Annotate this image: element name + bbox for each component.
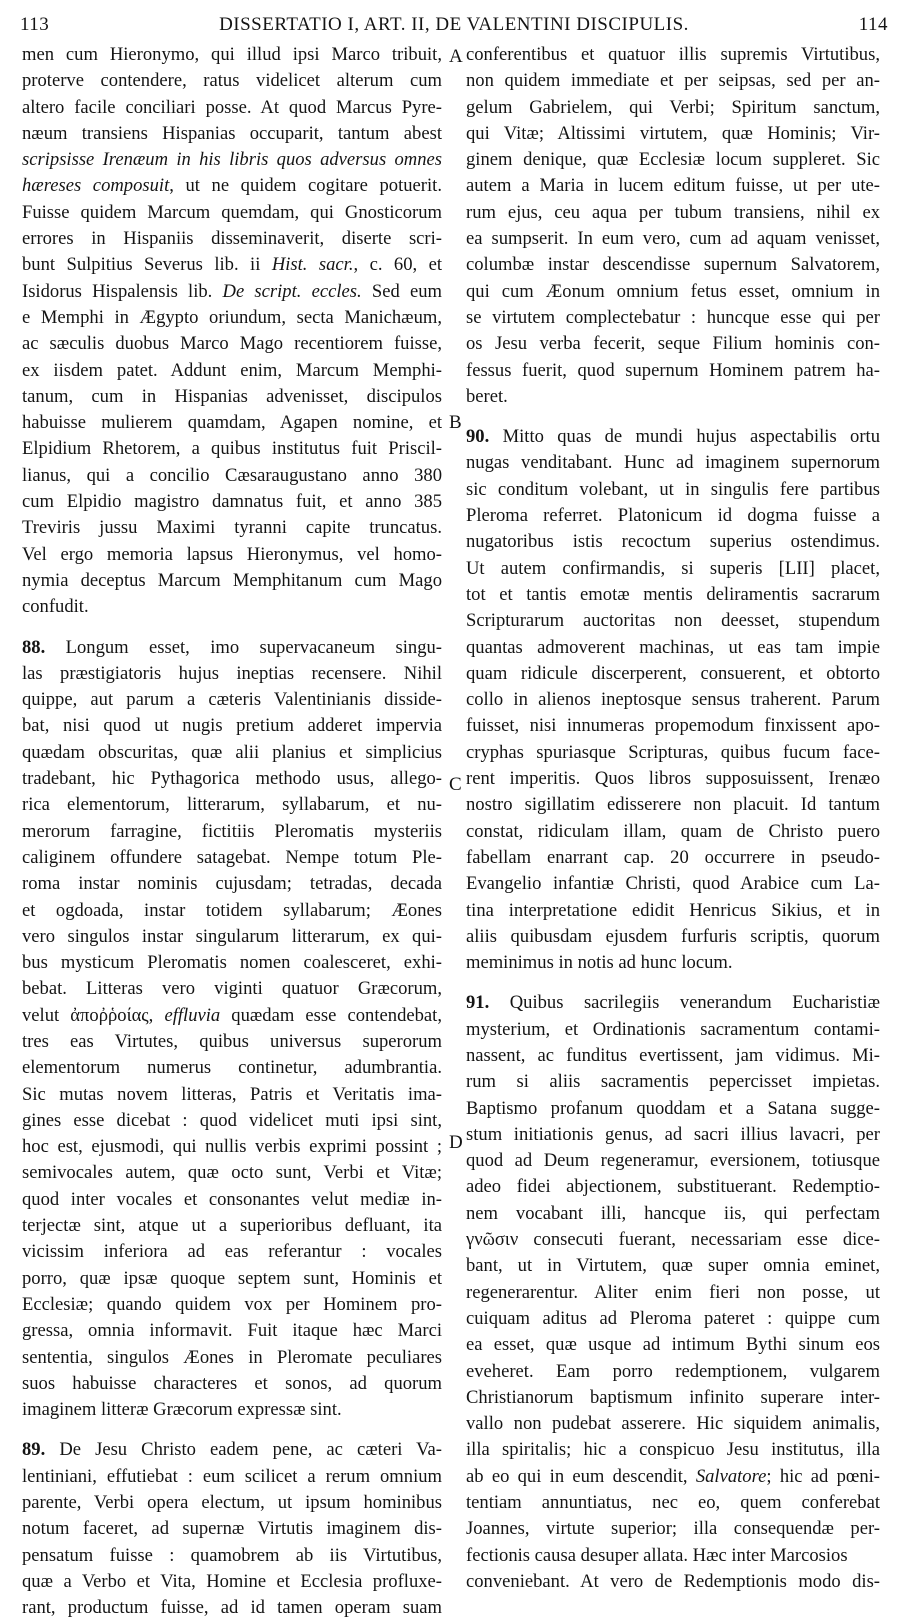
text-line: qui cum Æonum omnium fetus esset, omnium in [466,280,880,302]
text-line: nymia deceptus Marcum Memphitanum cum Mago [22,569,442,591]
italic-citation: hæreses composuit [22,175,170,197]
text-line: illa spiritalis; hic a conspicuo Jesu institutus, illa [466,1439,880,1461]
text-line: bat, nisi quod ut nugis pretium adderet impervia [22,715,442,737]
text-line: fectionis causa desuper allata. Hæc inter Marcosios [466,1544,848,1566]
page-number-right: 114 [858,14,888,35]
text-line: non quidem immediate et per seipsas, sed per an- [466,70,880,92]
margin-marker-c: C [449,774,462,795]
text-line: ex iisdem patet. Addunt enim, Marcum Memphi- [22,359,442,381]
paragraph-gap [466,410,880,424]
text-line: Treviris jussu Maximi tyranni capite truncatus. [22,517,442,539]
text-line: fabellam enarrant cap. 20 occurrere in pseudo- [466,846,880,868]
text-line: quæ a Verbo et Vita, Homine et Ecclesia profluxe- [22,1570,442,1592]
text-line: 89. De Jesu Christo eadem pene, ac cæteri Va- [22,1439,442,1461]
text-line: mysterium, et Ordinationis sacramentum contami- [466,1018,880,1040]
text-line: quod inter vocales et consonantes velut mediæ in- [22,1188,442,1210]
text-line: Joannes, virtute superior; illa consequendæ per- [466,1518,880,1540]
margin-marker-d: D [449,1132,463,1153]
text-line: Sic mutas novem litteras, Patris et Veritatis ima- [22,1083,442,1105]
text-line: et ogdoada, instar totidem syllabarum; Æones [22,899,442,921]
text-line: hoc est, ejusmodi, qui nullis verbis exprimi possint ; [22,1136,442,1158]
text-line: rent imperitis. Quos libros supposuissent, Irenæo [466,768,880,790]
text-line: γνῶσιν consecuti fuerant, necessariam esse dice- [466,1229,880,1251]
text-line: ab eo qui in eum descendit, Salvatore; hic ad pœni- [466,1465,881,1487]
text-line: cum Elpidio magistro damnatus fuit, et anno 385 [22,491,442,513]
running-header [20,14,888,40]
text-line: lentiniani, effutiebat : eum scilicet a rerum omnium [22,1465,442,1487]
text-line: Pleroma referret. Platonicum id dogma fuisse a [466,505,880,527]
text-line: adeo fidei abjectionem, substituerant. Redemptio- [466,1176,880,1198]
text-line: sententia, singulos Æones in Pleromate peculiares [22,1346,442,1368]
text-line: lianus, qui a concilio Cæsaraugustano anno 380 [22,464,442,486]
text-line: cuiquam aditus ad Pleroma pateret : quippe cum [466,1307,880,1329]
text-line: altero facile conciliari posse. At quod Marcus Pyre- [22,96,442,118]
text-line: ea sumpserit. In eum vero, cum ad aquam venisset, [466,228,880,250]
paragraph-number: 89. [22,1439,46,1461]
text-line: nugatoribus istis recoctum superius ostendimus. [466,531,880,553]
text-line: nassent, ac funditus evertissent, jam vidimus. Mi- [466,1044,880,1066]
text-line: hæreses composuit, ut ne quidem cogitare potuerit. [22,175,442,197]
text-line: notum faceret, ad supernæ Virtutis imaginem dis- [22,1518,442,1540]
text-line: las præstigiatoris hujus ineptias recensere. Nihil [22,662,442,684]
text-line: sic conditum volebant, ut in singulis fere partibus [466,478,880,500]
text-line: imaginem litteræ Græcorum expressæ sint. [22,1399,342,1421]
text-line: Christianorum baptismum infinito superare inter- [466,1386,880,1408]
page-number-left: 113 [20,14,50,35]
text-line: regenerarentur. Aliter enim fieri non posse, ut [466,1281,880,1303]
text-line: gressa, omnia informavit. Fuit itaque hæc Marci [22,1320,442,1342]
paragraph-number: 90. [466,426,490,448]
text-line: tentiam annuntiatus, nec eo, quem conferebat [466,1492,880,1514]
text-line: columbæ instar descendisse supernum Salvatorem, [466,254,880,276]
text-line: aliis quibusdam ejusdem furfuris scriptis, quorum [466,925,880,947]
text-line: confudit. [22,596,89,618]
text-line: e Memphi in Ægypto oriundum, secta Manichæum, [22,306,442,328]
text-line: quam ridicule discerperent, consuerent, et obtorto [466,662,880,684]
text-line: parente, Verbi opera electum, ut ipsum hominibus [22,1492,442,1514]
text-line: velut ἀποῤῥοίας, effluvia quædam esse contendebat, [22,1004,442,1026]
text-line: qui Vitæ; Altissimi virtutem, quæ Hominis; Vir- [466,122,880,144]
text-line: quippe, aut parum a cæteris Valentinianis disside- [22,689,442,711]
text-line: meminimus in notis ad hunc locum. [466,952,733,974]
text-line: tot et tantis emotæ mentis deliramentis sacrarum [466,583,880,605]
text-line: vallo non pudebat asserere. Hic siquidem animalis, [466,1413,880,1435]
text-line: tradebant, hic Pythagorica methodo usus, allego- [22,768,442,790]
text-line [22,147,442,173]
text-line: tanum, cum in Hispanias advenisset, discipulos [22,385,442,407]
text-line: rant, productum fuisse, ad id tamen operam suam [22,1597,442,1619]
text-line: fuisset, nisi innumeras propemodum finxissent apo- [466,715,880,737]
text-line: habuisse mulierem quamdam, Agapen nomine, et [22,412,442,434]
text-line: vero singulos instar singularum litterarum, ex qui- [22,925,442,947]
text-line: bebat. Litteras vero viginti quatuor Græcorum, [22,978,442,1000]
paragraph-gap [466,976,880,990]
italic-citation: Salvatore [695,1465,767,1487]
text-line: Ut autem confirmandis, si superis [LII] placet, [466,557,880,579]
text-line: semivocales autem, quæ octo sunt, Verbi et Vitæ; [22,1162,442,1184]
text-line: Fuisse quidem Marcum quemdam, qui Gnosticorum [22,201,442,223]
text-line: stum initiationis genus, ad sacri illius lavacri, per [466,1123,880,1145]
text-line: Vel ergo memoria lapsus Hieronymus, vel homo- [22,543,442,565]
text-line: rica elementorum, litterarum, syllabarum, et nu- [22,794,442,816]
text-line: se virtutem complectebatur : huncque esse qui per [466,306,880,328]
text-line: quantas admoverent machinas, ut eas tam impie [466,636,880,658]
text-line: bunt Sulpitius Severus lib. ii Hist. sacr., c. 60, et [22,254,442,276]
text-line: cryphas spuriasque Scripturas, quibus fucum face- [466,741,880,763]
text-line: porro, quæ ipsæ quoque septem sunt, Hominis et [22,1267,442,1289]
text-line: roma instar nominis cujusdam; tetradas, decada [22,873,442,895]
text-line: Baptismo profanum quoddam et a Satana sugge- [466,1097,880,1119]
text-line: os Jesu verba fecerit, seque Filium hominis con- [466,333,880,355]
text-line: nostro sigillatim edisserere non placuit. Id tantum [466,794,880,816]
margin-marker-b: B [449,412,462,433]
text-line: fessus fuerit, quod supernum Hominem patrem ha- [466,359,880,381]
text-line: 88. Longum esset, imo supervacaneum singu- [22,636,442,658]
text-line: Evangelio infantiæ Christi, quod Arabice cum La- [466,873,880,895]
text-line: ac sæculis duobus Marco Mago recentiorem fuisse, [22,333,442,355]
text-line: Elpidium Rhetorem, a quibus institutus fuit Priscil- [22,438,442,460]
text-line: beret. [466,385,508,407]
text-line: tres eas Virtutes, quibus universus superorum [22,1030,442,1052]
italic-citation: effluvia [164,1004,221,1026]
paragraph-number: 88. [22,636,46,658]
text-line: suos habuisse characteres et sonos, ad quorum [22,1372,442,1394]
text-line: men cum Hieronymo, qui illud ipsi Marco tribuit, [22,44,442,65]
right-column [466,42,880,1595]
text-line: elementorum numerus continetur, adumbrantia. [22,1057,442,1079]
text-line: quod ad Deum regeneramur, eversionem, totiusque [466,1150,880,1172]
text-line: conferentibus et quatuor illis supremis Virtutibus, [466,44,880,65]
text-line: quædam obscuritas, quæ alii planius et simplicius [22,741,442,763]
text-line: 90. Mitto quas de mundi hujus aspectabilis ortu [466,426,880,448]
text-line: constat, ridiculam illam, quam de Christo puero [466,820,880,842]
text-line: næum transiens Hispanias occuparit, tantum abest [22,122,442,144]
italic-citation: Hist. sacr. [271,254,354,276]
text-line: terjectæ sint, atque ut a superioribus defluant, ita [22,1215,442,1237]
text-line: gines esse dicebat : quod videlicet muti ipsi sint, [22,1109,442,1131]
text-line: pensatum fuisse : quamobrem ab iis Virtutibus, [22,1544,442,1566]
text-line: ginem denique, quæ Ecclesiæ locum suppleret. Sic [466,149,880,171]
italic-citation: De script. eccles. [222,280,362,302]
text-line: conveniebant. At vero de Redemptionis modo dis- [466,1570,880,1592]
paragraph-gap [22,1423,442,1437]
text-line: bant, ut in Virtutem, quæ super omnia eminet, [466,1255,880,1277]
text-line: collo in alienos ineptosque sensus traherent. Parum [466,689,880,711]
text-line: Scripturarum auctoritas non deesset, stupendum [466,610,880,632]
running-title: DISSERTATIO I, ART. II, DE VALENTINI DISCIPULIS. [219,14,689,35]
text-line: ea esset, quæ usque ad intimum Bythi sinum eos [466,1334,880,1356]
margin-marker-a: A [449,46,463,67]
text-line: 91. Quibus sacrilegiis venerandum Eucharistiæ [466,992,880,1014]
italic-citation: scripsisse Irenæum in his libris quos adversus omnes [22,149,442,171]
text-line: errores in Hispaniis disseminaverit, diserte scri- [22,228,442,250]
text-line: autem a Maria in lucem editum fuisse, ut per ute- [466,175,880,197]
paragraph-number: 91. [466,992,490,1014]
text-line: Ecclesiæ; quando quidem vox per Hominem pro- [22,1293,442,1315]
left-column [22,42,442,1622]
text-line: rum ejus, ceu aqua per tubum transiens, nihil ex [466,201,880,223]
text-line: merorum farragine, fictitiis Pleromatis mysteriis [22,820,442,842]
text-line: Isidorus Hispalensis lib. De script. eccles. Sed eum [22,280,442,302]
text-line: tina interpretatione edidit Henricus Sikius, et in [466,899,880,921]
text-line: nem vocabant illi, hancque iis, qui perfectam [466,1202,880,1224]
text-line: proterve contendere, ratus videlicet alterum cum [22,70,442,92]
text-line: nugas venditabant. Hunc ad imaginem supernorum [466,452,880,474]
text-line: caliginem offundere satagebat. Nempe totum Ple- [22,846,442,868]
text-line: rum si aliis sacramentis pepercisset impietas. [466,1071,880,1093]
paragraph-gap [22,621,442,635]
text-line: vicissim inferiora ad eas referantur : vocales [22,1241,442,1263]
text-line: bus mysticum Pleromatis nomen coalesceret, exhi- [22,952,442,974]
text-line: gelum Gabrielem, qui Verbi; Spiritum sanctum, [466,96,880,118]
text-line: eveheret. Eam porro redemptionem, vulgarem [466,1360,880,1382]
